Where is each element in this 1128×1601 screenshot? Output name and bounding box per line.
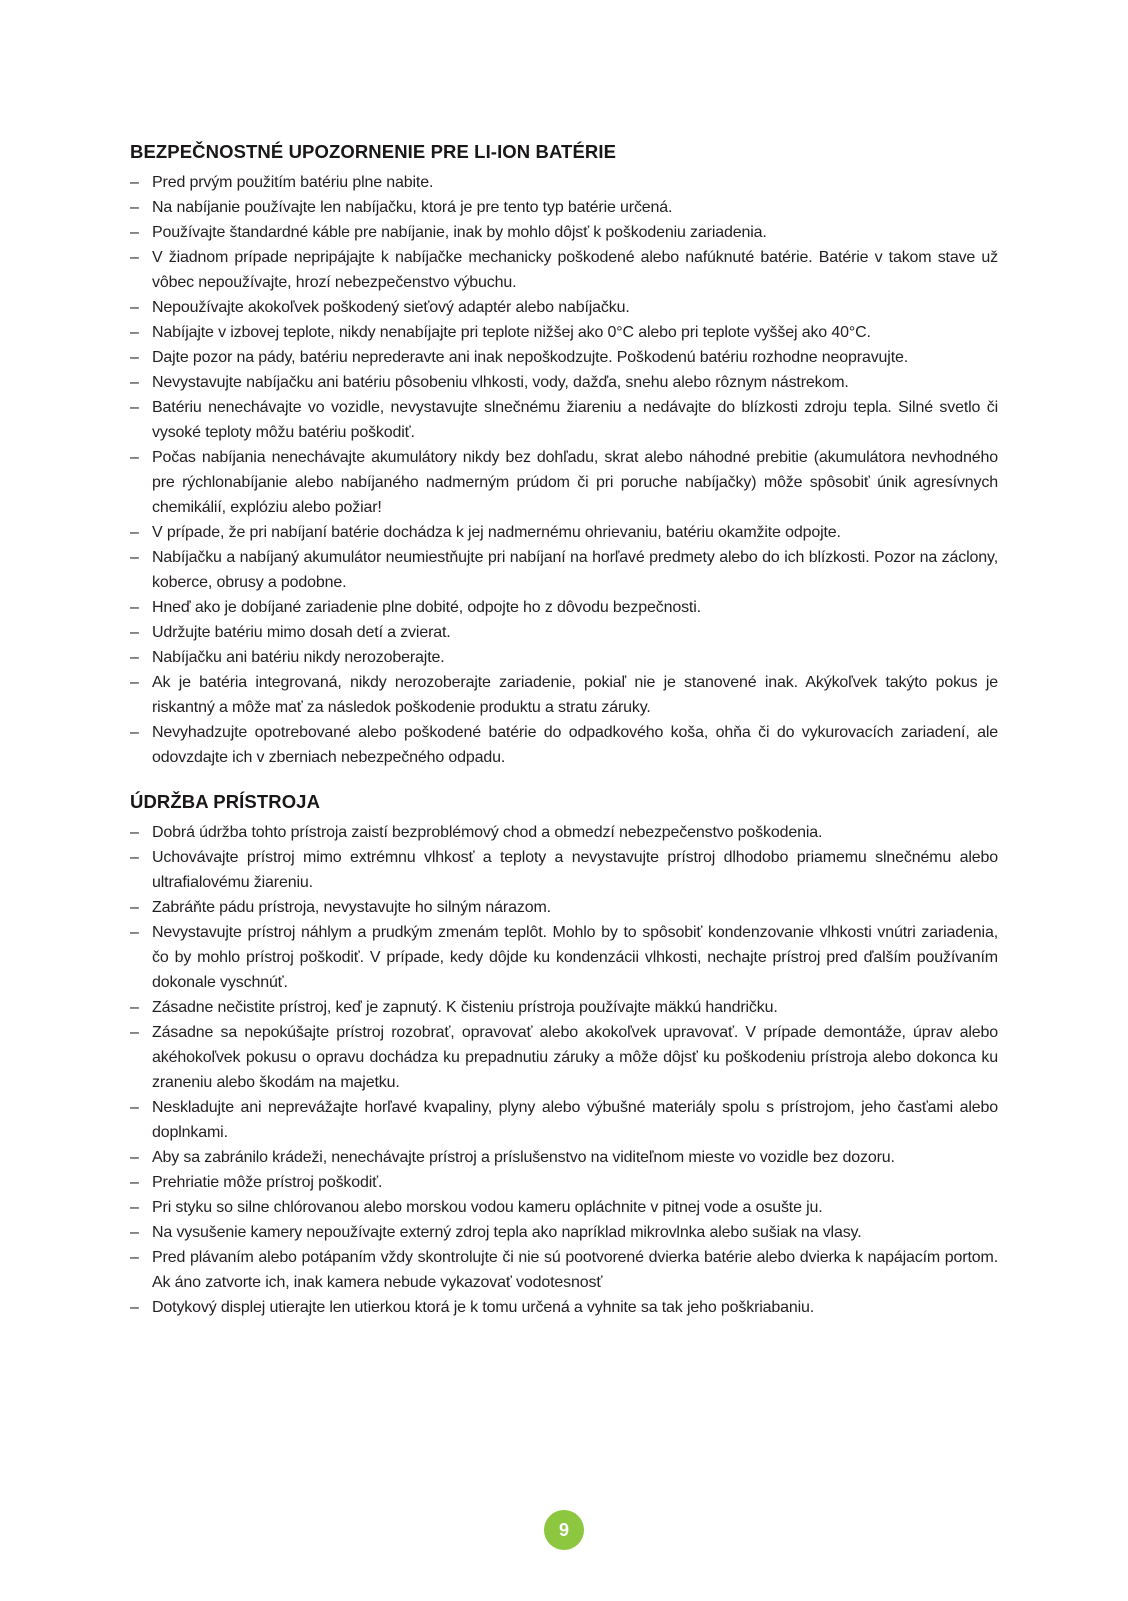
list-item: – V prípade, že pri nabíjaní batérie dochádza k jej nadmernému ohrievaniu, batériu okamžite odpojte. xyxy=(130,520,998,545)
maintenance-list xyxy=(130,820,998,1320)
section-title-battery-safety: BEZPEČNOSTNÉ UPOZORNENIE PRE LI-ION BATÉRIE xyxy=(130,141,617,162)
list-item: – Nabíjačku ani batériu nikdy nerozoberajte. xyxy=(130,645,998,670)
list-item: – Na nabíjanie používajte len nabíjačku, ktorá je pre tento typ batérie určená. xyxy=(130,195,998,220)
list-item: – Uchovávajte prístroj mimo extrémnu vlhkosť a teploty a nevystavujte prístroj dlhodobo priamemu slnečnému alebo ultrafialovému žiareniu. xyxy=(130,845,998,895)
list-item: – Nabíjačku a nabíjaný akumulátor neumiestňujte pri nabíjaní na horľavé predmety alebo do ich blízkosti. Pozor na záclony, koberce, obrusy a podobne. xyxy=(130,545,998,595)
list-item: – Ak je batéria integrovaná, nikdy nerozoberajte zariadenie, pokiaľ nie je stanovené inak. Akýkoľvek takýto pokus je riskantný a môže mať za následok poškodenie produktu a stratu záruky. xyxy=(130,670,998,720)
list-item: – Počas nabíjania nenechávajte akumulátory nikdy bez dohľadu, skrat alebo náhodné prebitie (akumulátora nevhodného pre rýchlonabíjanie alebo nabíjaného nadmerným prúdom či pri poruche nabíjačky) môže spôsobiť únik agresívnych chemikálií, explóziu alebo požiar! xyxy=(130,445,998,520)
list-item: – Pred prvým použitím batériu plne nabite. xyxy=(130,170,998,195)
list-item: – Zásadne sa nepokúšajte prístroj rozobrať, opravovať alebo akokoľvek upravovať. V prípade demontáže, úprav alebo akéhokoľvek pokusu o opravu dochádza ku prepadnutiu záruky a môže dôjsť ku poškodeniu prístroja alebo dokonca ku zraneniu alebo škodám na majetku. xyxy=(130,1020,998,1095)
list-item: – Hneď ako je dobíjané zariadenie plne dobité, odpojte ho z dôvodu bezpečnosti. xyxy=(130,595,998,620)
list-item: – Nepoužívajte akokoľvek poškodený sieťový adaptér alebo nabíjačku. xyxy=(130,295,998,320)
list-item: – Dajte pozor na pády, batériu neprederavte ani inak nepoškodzujte. Poškodenú batériu rozhodne neopravujte. xyxy=(130,345,998,370)
page-content xyxy=(130,138,998,1320)
section-title-maintenance: ÚDRŽBA PRÍSTROJA xyxy=(130,791,321,812)
list-item: – Zásadne nečistite prístroj, keď je zapnutý. K čisteniu prístroja používajte mäkkú handričku. xyxy=(130,995,998,1020)
list-item: – Zabráňte pádu prístroja, nevystavujte ho silným nárazom. xyxy=(130,895,998,920)
list-item: – Nevyhadzujte opotrebované alebo poškodené batérie do odpadkového koša, ohňa či do vykurovacích zariadení, ale odovzdajte ich v zberniach nebezpečného odpadu. xyxy=(130,720,998,770)
list-item: – Používajte štandardné káble pre nabíjanie, inak by mohlo dôjsť k poškodeniu zariadenia. xyxy=(130,220,998,245)
list-item: – Dotykový displej utierajte len utierkou ktorá je k tomu určená a vyhnite sa tak jeho poškriabaniu. xyxy=(130,1295,998,1320)
list-item: – Pri styku so silne chlórovanou alebo morskou vodou kameru opláchnite v pitnej vode a osušte ju. xyxy=(130,1195,998,1220)
list-item: – Aby sa zabránilo krádeži, nenechávajte prístroj a príslušenstvo na viditeľnom mieste vo vozidle bez dozoru. xyxy=(130,1145,998,1170)
list-item: – Batériu nenechávajte vo vozidle, nevystavujte slnečnému žiareniu a nedávajte do blízkosti zdroju tepla. Silné svetlo či vysoké teploty môžu batériu poškodiť. xyxy=(130,395,998,445)
list-item: – Prehriatie môže prístroj poškodiť. xyxy=(130,1170,998,1195)
page-number-badge: 9 xyxy=(544,1510,584,1550)
list-item: – Na vysušenie kamery nepoužívajte externý zdroj tepla ako napríklad mikrovlnka alebo sušiak na vlasy. xyxy=(130,1220,998,1245)
list-item: – Nevystavujte prístroj náhlym a prudkým zmenám teplôt. Mohlo by to spôsobiť kondenzovanie vlhkosti vnútri zariadenia, čo by mohlo prístroj poškodiť. V prípade, kedy dôjde ku kondenzácii vlhkosti, nechajte prístroj pred ďalším používaním dokonale vyschnúť. xyxy=(130,920,998,995)
list-item: – Pred plávaním alebo potápaním vždy skontrolujte či nie sú pootvorené dvierka batérie alebo dvierka k napájacím portom. Ak áno zatvorte ich, inak kamera nebude vykazovať vodotesnosť xyxy=(130,1245,998,1295)
list-item: – Udržujte batériu mimo dosah detí a zvierat. xyxy=(130,620,998,645)
list-item: – Nabíjajte v izbovej teplote, nikdy nenabíjajte pri teplote nižšej ako 0°C alebo pri teplote vyššej ako 40°C. xyxy=(130,320,998,345)
list-item: – Dobrá údržba tohto prístroja zaistí bezproblémový chod a obmedzí nebezpečenstvo poškodenia. xyxy=(130,820,998,845)
list-item: – Nevystavujte nabíjačku ani batériu pôsobeniu vlhkosti, vody, dažďa, snehu alebo rôznym nástrekom. xyxy=(130,370,998,395)
list-item: – V žiadnom prípade nepripájajte k nabíjačke mechanicky poškodené alebo nafúknuté batérie. Batérie v takom stave už vôbec nepoužívajte, hrozí nebezpečenstvo výbuchu. xyxy=(130,245,998,295)
list-item: – Neskladujte ani neprevážajte horľavé kvapaliny, plyny alebo výbušné materiály spolu s prístrojom, jeho časťami alebo doplnkami. xyxy=(130,1095,998,1145)
battery-safety-list xyxy=(130,170,998,770)
